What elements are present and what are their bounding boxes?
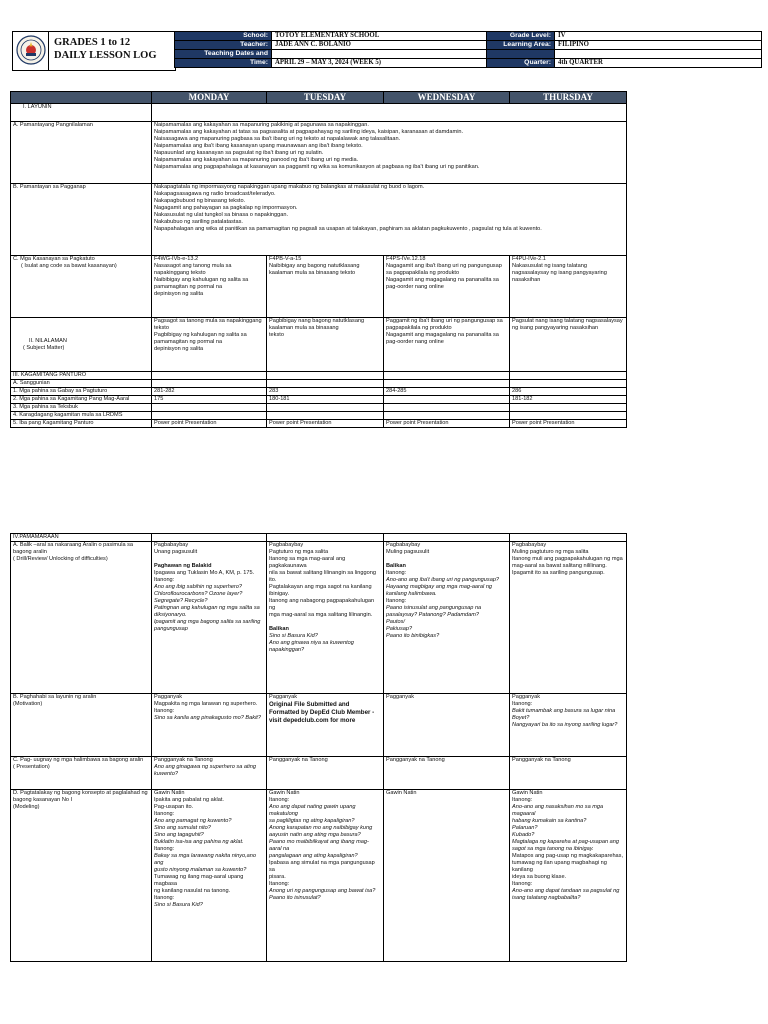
pag-uugnay-wednesday (384, 757, 510, 790)
cell-line: Nakapagtatala ng impormasyong napakinggan upang makabuo ng balangkas at makasulat ng buod o lagom. (154, 184, 425, 190)
cell-line: Naipamamalas ang kakayahan sa mapanuring panood ng iba't ibang uri ng media. (154, 157, 359, 163)
kagamitang-panturo-label: III. KAGAMITANG PANTURO (11, 372, 152, 380)
grade-label: Grade Level: (487, 32, 555, 41)
cell-line: D. Pagtatalakay ng bagong konsepto at paglalahad ng bagong kasanayan No I (13, 790, 148, 803)
cell-line: pisara. (269, 874, 286, 880)
cell-line: F4PU-IVe-2.1 (512, 256, 546, 262)
dates-value: APRIL 29 – MAY 3, 2024 (WEEK 5) (272, 59, 487, 68)
cell-line: Pagganyak (154, 694, 182, 700)
area-label: Learning Area: (487, 41, 555, 50)
cell-line: Balikan (386, 563, 406, 569)
cell-line: Ano-ano ang iba't ibang uri ng pangungusap? (386, 577, 500, 583)
cell-line: Pakiusap? (386, 626, 413, 632)
cell-line: Gawin Natin (512, 790, 543, 796)
cell-line: Pag-usapan ito. (154, 804, 194, 810)
sanggunian-label: A. Sanggunian (11, 380, 152, 388)
gabay-label: 1. Mga pahina sa Gabay sa Pagtuturo (11, 388, 152, 396)
cell-line: Paano ito isinusulat? (269, 895, 321, 901)
cell-line: C. Pag- uugnay ng mga halimbawa sa bagong aralin (13, 757, 144, 763)
cell-line: ng kanilang nasulat na tanong. (154, 888, 231, 894)
cell-line: Nakabubuo ng sariling patalatastas. (154, 219, 243, 225)
cell-line: Paano mo maibibilkayat ang ibang mag-aaral na (269, 839, 369, 852)
cell-line: Ipagamit ito sa sariling pangungusap. (512, 570, 605, 576)
kagamitang-wednesday (384, 396, 510, 404)
title-grades: GRADES 1 to 12 (54, 37, 131, 48)
cell-line: Matapos ang pag-usap ng magkakaparehas, (512, 853, 624, 859)
cell-line: pangalagaan ang ating kapaligiran? (269, 853, 358, 859)
cell-line: Pagganyak (512, 694, 540, 700)
balik-aral-monday (152, 542, 267, 694)
cell-line: ( Drill/Review/ Unlocking of difficulties) (13, 556, 108, 562)
teacher-value: JADE ANN C. BOLANIO (272, 41, 487, 50)
balik-aral-tuesday (267, 542, 384, 694)
dates-label-1: Teaching Dates and (175, 50, 272, 59)
cell-line: mga mag-aaral sa mga salitang lilinangin. (269, 612, 373, 618)
kagamitang-tuesday: 180-181 (267, 396, 384, 404)
cell-line: Nagagamit ang magagalang na pananalita sa pag-oorder nang online (386, 332, 499, 345)
cell-line: Ano-ano ang nasaksihan mo sa mga magaaral (512, 804, 604, 817)
balik-aral-thursday (510, 542, 627, 694)
cell-line: Pangganyak na Tanong (512, 757, 571, 763)
nilalaman-wednesday (384, 318, 510, 372)
cell-line: Ano-ano ang dapat tandaan sa pagsulat ng (512, 888, 620, 894)
school-info-table (174, 31, 762, 68)
cell-line: Pagbibigay ng kahulugan ng salita sa pamamagitan ng pormal na (154, 332, 247, 345)
cell-line: diksiyonaryo. (154, 612, 187, 618)
cell-line: Bakit tumambak ang basura sa lugar nina (512, 708, 616, 714)
cell-line: Naipamamalas ang kakayahan at tatas sa pagsasalita at pagpapahayag ng sariling ideya, kaisipan, karanasan at damdamin. (154, 129, 464, 135)
cell-line: habang kumakain sa kantina? (512, 818, 587, 824)
cell-line: Sino si Basura Kid? (269, 633, 318, 639)
pag-uugnay-tuesday (267, 757, 384, 790)
cell-line: gusto ninyong malaman sa kuwento? (154, 867, 247, 873)
iba-pang-monday: Power point Presentation (152, 420, 267, 428)
cell-line: F4PB-V-a-15 (269, 256, 302, 262)
cell-line: tumawag ng ilan upang magbahagi ng kanilang (512, 860, 607, 873)
cell-line: Paggamit ng iba't ibang uri ng pangungusap sa pagpapakilala ng produkto (386, 318, 503, 331)
cell-line: Itanong: (154, 811, 175, 817)
kasanayan-thursday (510, 256, 627, 318)
cell-line: Anong uri ng pangungusap ang bawat isa? (269, 888, 376, 894)
cell-line: pangungusap (154, 626, 188, 632)
cell-line: nila sa bawat salitang lilinangin sa linggong ito. (269, 570, 376, 583)
school-value: TOTOY ELEMENTARY SCHOOL (272, 32, 487, 41)
cell-line: Pagbabaybay (154, 542, 189, 548)
cell-line: Pagbabaybay (386, 542, 421, 548)
cell-line: Itanong: (269, 881, 290, 887)
cell-line: Naibibigay ang kahulugan ng salita sa pamamagitan ng pormal na (154, 277, 249, 290)
cell-line: Ipagamit ang mga bagong salita sa sariling (154, 619, 261, 625)
cell-line: Nakapagbubuod ng binasang teksto. (154, 198, 246, 204)
cell-line (269, 619, 381, 626)
cell-line: B. Paghahabi sa layunin ng aralin (13, 694, 97, 700)
cell-line: Muling pagsusulit (386, 549, 430, 555)
day-tuesday: TUESDAY (267, 92, 384, 104)
cell-line: Naipamamalas ang pagpapahalaga at kasanayan sa paggamit ng wika sa komunikasyon at pagbasa ng iba't ibang uri ng panitikan. (154, 164, 480, 170)
cell-line: Nagagamit ang magagalang na pananalita sa pag-oorder nang online (386, 277, 499, 290)
cell-line: Paano isinusulat ang pangungusap na pasalaysay? Patanong? Padamdam? (386, 605, 482, 618)
cell-line: Itanong ang nabagong pagpapakahulugan ng (269, 598, 375, 611)
school-label: School: (175, 32, 272, 41)
cell-line: teksto (269, 332, 284, 338)
cell-line: Napauunlad ang kasanayan sa pagsulat ng iba't ibang uri ng sulatin. (154, 150, 324, 156)
cell-line: sa pagliligtas ng ating kapaligiran? (269, 818, 355, 824)
cell-line: Pagbabaybay (512, 542, 547, 548)
cell-line: Pagganyak (386, 694, 414, 700)
cell-line: Gawin Natin (269, 790, 300, 796)
paghahabi-monday (152, 694, 267, 757)
pamantayang-pangnilalaman-label: A. Pamantayang Pangnilalaman (11, 122, 152, 184)
cell-line: Itanong: (269, 797, 290, 803)
cell-line: Itanong: (512, 701, 533, 707)
cell-line: Ipagawa ang Tuklasin Mo A, KM, p. 175. (154, 570, 255, 576)
paghahabi-label (11, 694, 152, 757)
cell-line: Pagtuturo ng mga salita (269, 549, 329, 555)
kagamitang-mag-aaral-label: 2. Mga pahina sa Kagamitang Pang Mag-Aaral (11, 396, 152, 404)
cell-line: Pangganyak na Tanong (386, 757, 445, 763)
cell-line: Patingnan ang kahulugan ng mga salita sa (154, 605, 260, 611)
cell-line: ( Presentation) (13, 764, 50, 770)
layunin-label: I. LAYUNIN (11, 104, 152, 122)
cell-line: Kubado? (512, 832, 535, 838)
day-monday: MONDAY (152, 92, 267, 104)
cell-line: Itanong muli ang pagpapakahulugan ng mga (512, 556, 623, 562)
cell-line: aayusin natin ang ating mga basura? (269, 832, 361, 838)
cell-line: Napapahalagan ang wika at panitikan sa pamamagitan ng pagsali sa usapan at talakayan, paghiram sa aklatan pagkukuwento , pagsulat ng tula at kuwento. (154, 226, 542, 232)
cell-line: Pangganyak na Tanong (269, 757, 328, 763)
cell-line: sagot sa mga tanong na ibinigay. (512, 846, 594, 852)
cell-line: Nasasagot ang tanong mula sa napakinggang teksto (154, 263, 232, 276)
cell-line: Ano ang ginawa niya sa kuwentog napakinggan? (269, 640, 354, 653)
pagtatalakay-wednesday (384, 790, 510, 962)
pagtatalakay-monday (152, 790, 267, 962)
cell-line: Pagbibigay nang bagong natutklasang kaalaman mula sa binasang (269, 318, 365, 331)
pamamaraan-label: IV.PAMAMARAAN (11, 534, 152, 542)
kasanayan-tuesday (267, 256, 384, 318)
cell-line: mag-aaral sa bawat salitang nililinang. (512, 563, 607, 569)
cell-line: Pangganyak na Tanong (154, 757, 213, 763)
cell-line: Pagganyak (269, 694, 297, 700)
pag-uugnay-thursday (510, 757, 627, 790)
cell-line: Naipamamalas ang kakayahan sa mapanuring pakikinig at pagunawa sa napakinggan. (154, 122, 369, 128)
nilalaman-label: II. NILALAMAN ( Subject Matter) (11, 318, 152, 372)
cell-line: Balikan (269, 626, 289, 632)
cell-line: depinisyon ng salita (154, 346, 204, 352)
cell-line: A. Balik –aral sa nakaraang Aralin o pasimula sa bagong aralin (13, 542, 134, 555)
teacher-label: Teacher: (175, 41, 272, 50)
grade-value: IV (555, 32, 762, 41)
cell-line: kanilang halimbawa. (386, 591, 437, 597)
day-wednesday: WEDNESDAY (384, 92, 510, 104)
cell-line: Muling pagtuturo ng mga salita (512, 549, 589, 555)
cell-line: Nagagamit ang pahayagan sa pagkalap ng impormasyon. (154, 205, 298, 211)
gabay-thursday: 286 (510, 388, 627, 396)
lrdms-label: 4. Karagdagang kagamitan mula sa LRDMS (11, 412, 152, 420)
quarter-label: Quarter: (487, 59, 555, 68)
cell-line: (Modeling) (13, 804, 40, 810)
nilalaman-monday (152, 318, 267, 372)
cell-line: Itanong: (386, 598, 407, 604)
kagamitang-monday: 175 (152, 396, 267, 404)
cell-line: Sino ang tagaguhit? (154, 832, 204, 838)
cell-line: Paghawan ng Balakid (154, 563, 212, 569)
cell-line: Ano ang ginagawa ng superhero sa ating kuwento? (154, 764, 257, 777)
cell-line: Tumawag ng ilang mag-aaral upang magbasa (154, 874, 244, 887)
cell-line: F4PS-IVe.12.18 (386, 256, 426, 262)
dates-label-2: Time: (175, 59, 272, 68)
iba-pang-wednesday: Power point Presentation (384, 420, 510, 428)
cell-line: Itanong: (154, 846, 175, 852)
cell-line: Sino sa kanila ang pinakagusto mo? Bakit? (154, 715, 261, 721)
kasanayan-monday (152, 256, 267, 318)
procedure-table (10, 533, 627, 962)
cell-line: ideya sa buong klase. (512, 874, 567, 880)
paghahabi-tuesday (267, 694, 384, 757)
cell-line: Naisasagawa ang mapanuring pagbasa sa iba't ibang uri ng teksto at napalalawak ang talasalitaan. (154, 136, 401, 142)
cell-line: (Motivation) (13, 701, 43, 707)
cell-line: Pautos/ (386, 619, 405, 625)
cell-line: Naipamamalas ang iba't ibang kasanayan upang maunawaan ang iba't ibang teksto. (154, 143, 363, 149)
cell-line: Nangyayari ba ito sa inyong sariling lugar? (512, 722, 618, 728)
cell-line: Sino ang sumulat nito? (154, 825, 211, 831)
gabay-wednesday: 284-285 (384, 388, 510, 396)
cell-line: Itanong: (386, 570, 407, 576)
kasanayan-wednesday (384, 256, 510, 318)
cell-line: Ipabasa ang simulat na mga pangungusap sa (269, 860, 375, 873)
cell-line: Itanong: (154, 708, 175, 714)
pagtatalakay-label (11, 790, 152, 962)
pagtatalakay-tuesday (267, 790, 384, 962)
cell-line: isang talatang nagbabalita? (512, 895, 581, 901)
cell-line: Ano ang pamagat ng kuwento? (154, 818, 232, 824)
cell-line: Magtalaga ng kapareha at pag-usapan ang (512, 839, 619, 845)
cell-line: Itanong sa mga mag-aaral ang pagkakaunawa (269, 556, 346, 569)
cell-line: Ipakita ang pabalat ng aklat. (154, 797, 224, 803)
cell-line: Sino si Basura Kid? (154, 902, 203, 908)
cell-line (154, 556, 264, 563)
cell-line: depinisyon ng salita (154, 291, 204, 297)
cell-line: Itanong: (512, 881, 533, 887)
nilalaman-tuesday (267, 318, 384, 372)
balik-aral-label (11, 542, 152, 694)
nilalaman-thursday (510, 318, 627, 372)
cell-line: Ano ang ibig sabihin ng superhero? Chloroflourocarbons? Ozone layer? Segregate? Recycle? (154, 584, 243, 604)
teksbuk-label: 3. Mga pahina sa Teksbuk (11, 404, 152, 412)
cell-line: Pagbabaybay (269, 542, 304, 548)
iba-pang-thursday: Power point Presentation (510, 420, 627, 428)
cell-line: Pagsagot sa tanong mula sa napakinggang teksto (154, 318, 262, 331)
cell-line: Pagsulat nang isang talatang nagsasalaysay ng isang pangyayaring nasaksihan (512, 318, 623, 331)
paghahabi-wednesday (384, 694, 510, 757)
cell-line: Paano ito binibigkas? (386, 633, 440, 639)
pag-uugnay-label (11, 757, 152, 790)
cell-line (386, 556, 507, 563)
pamantayang-pangnilalaman-text (152, 122, 627, 184)
cell-line: Anong karapatan mo ang naibibigay kung (269, 825, 373, 831)
cell-line: Nakasusulat ng ulat tungkol sa binasa o napakinggan. (154, 212, 289, 218)
document-title (48, 31, 176, 71)
kasanayan-label: C. Mga Kasanayan sa Pagkatuto ( Isulat ang code sa bawat kasanayan) (11, 256, 152, 318)
cell-line: Buklatin isa-isa ang pahina ng aklat. (154, 839, 244, 845)
objectives-table (10, 91, 627, 428)
iba-pang-kagamitan-label: 5. Iba pang Kagamitang Panturo (11, 420, 152, 428)
day-thursday: THURSDAY (510, 92, 627, 104)
area-value: FILIPINO (555, 41, 762, 50)
cell-line: Unang pagsusulit (154, 549, 198, 555)
cell-line: Pagtalakayan ang mga sagot na kanilang ibinigay. (269, 584, 372, 597)
pagtatalakay-thursday (510, 790, 627, 962)
deped-seal-icon (12, 31, 49, 71)
gabay-tuesday: 283 (267, 388, 384, 396)
paghahabi-thursday (510, 694, 627, 757)
cell-line: Nakapagsasagawa ng radio broadcast/teleradyo. (154, 191, 276, 197)
cell-line: Itanong: (154, 577, 175, 583)
cell-line: Naibibigay ang bagong natutklasang kaalaman mula sa binasang teksto (269, 263, 360, 276)
cell-line: Gawin Natin (154, 790, 185, 796)
cell-line: Nagagamit ang iba't ibang uri ng pangungusap sa pagpapakilala ng produkto (386, 263, 502, 276)
cell-line: Itanong: (512, 797, 533, 803)
gabay-monday: 281-282 (152, 388, 267, 396)
iba-pang-tuesday: Power point Presentation (267, 420, 384, 428)
cell-line: Gawin Natin (386, 790, 417, 796)
cell-line: Original File Submitted and Formatted by DepEd Club Member - visit depedclub.com for more (269, 701, 375, 724)
cell-line: Magpakita ng mga larawan ng superhero. (154, 701, 258, 707)
pamantayan-sa-pagganap-text (152, 184, 627, 256)
cell-line: Hayaang magbigay ang mga mag-aaral ng (386, 584, 493, 590)
balik-aral-wednesday (384, 542, 510, 694)
title-dll: DAILY LESSON LOG (54, 50, 157, 61)
cell-line: Itanong: (154, 895, 175, 901)
pag-uugnay-monday (152, 757, 267, 790)
pamantayan-sa-pagganap-label: B. Pamantayan sa Pagganap (11, 184, 152, 256)
day-header-row (11, 92, 627, 104)
cell-line: Nakasusulat ng isang talatang nagsasalaysay ng isang pangyayaring nasaksihan (512, 263, 607, 283)
cell-line: Bakay sa mga larawang nakita ninyo,ano ang (154, 853, 256, 866)
kagamitang-thursday: 181-182 (510, 396, 627, 404)
cell-line: Ano ang dapat nating gawin upang makatulong (269, 804, 356, 817)
cell-line: Boyet? (512, 715, 530, 721)
cell-line: Palaruan? (512, 825, 538, 831)
cell-line: F4WG-IVb-e-13.2 (154, 256, 199, 262)
quarter-value: 4th QUARTER (555, 59, 762, 68)
